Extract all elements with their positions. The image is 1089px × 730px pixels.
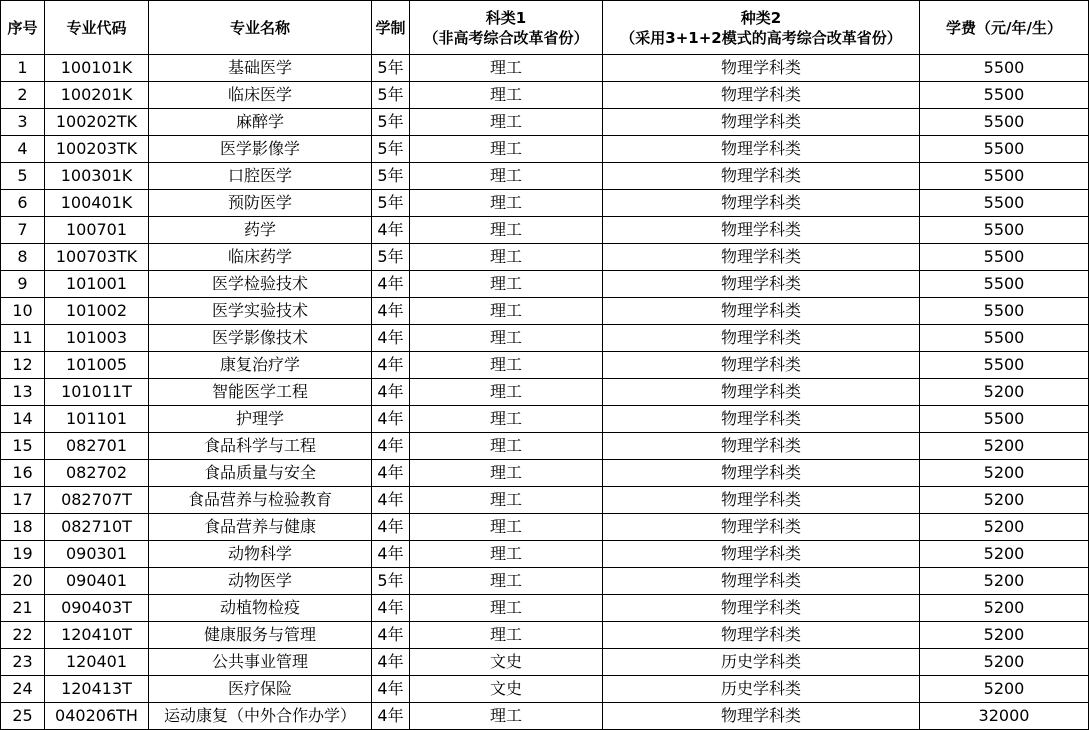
cell-name: 医学检验技术 [149,271,372,298]
cell-name: 药学 [149,217,372,244]
cell-fee: 5500 [920,109,1089,136]
cell-code: 101011T [45,379,149,406]
cell-category-1: 理工 [410,541,603,568]
cell-code: 120410T [45,622,149,649]
cell-code: 101002 [45,298,149,325]
table-row [1,271,1089,298]
cell-index: 2 [1,82,45,109]
cell-duration: 5年 [372,163,410,190]
cell-index: 25 [1,703,45,730]
cell-index: 12 [1,352,45,379]
table-row [1,217,1089,244]
cell-name: 运动康复（中外合作办学） [149,703,372,730]
cell-fee: 5200 [920,460,1089,487]
cell-category-2: 物理学科类 [603,244,920,271]
header-row [1,1,1089,55]
cell-code: 101001 [45,271,149,298]
cell-duration: 5年 [372,55,410,82]
cell-code: 101005 [45,352,149,379]
cell-code: 082701 [45,433,149,460]
cell-code: 120413T [45,676,149,703]
table-row [1,82,1089,109]
header-name: 专业名称 [149,1,372,55]
cell-index: 13 [1,379,45,406]
cell-index: 9 [1,271,45,298]
table-row [1,541,1089,568]
header-fee: 学费（元/年/生） [920,1,1089,55]
table-row [1,460,1089,487]
cell-index: 21 [1,595,45,622]
cell-category-1: 理工 [410,298,603,325]
cell-duration: 5年 [372,568,410,595]
cell-name: 医疗保险 [149,676,372,703]
cell-duration: 4年 [372,622,410,649]
cell-index: 5 [1,163,45,190]
cell-duration: 4年 [372,298,410,325]
cell-name: 临床医学 [149,82,372,109]
cell-name: 医学影像技术 [149,325,372,352]
table-row [1,595,1089,622]
cell-category-1: 理工 [410,595,603,622]
cell-fee: 5500 [920,163,1089,190]
cell-name: 健康服务与管理 [149,622,372,649]
cell-name: 护理学 [149,406,372,433]
cell-category-1: 理工 [410,136,603,163]
cell-code: 040206TH [45,703,149,730]
cell-category-2: 历史学科类 [603,649,920,676]
cell-fee: 5500 [920,190,1089,217]
table-row [1,568,1089,595]
cell-duration: 4年 [372,325,410,352]
cell-fee: 5500 [920,55,1089,82]
cell-fee: 5500 [920,406,1089,433]
cell-category-1: 理工 [410,352,603,379]
cell-code: 100701 [45,217,149,244]
cell-duration: 4年 [372,433,410,460]
table-row [1,190,1089,217]
table-row [1,163,1089,190]
cell-name: 食品质量与安全 [149,460,372,487]
cell-fee: 5500 [920,352,1089,379]
cell-category-2: 物理学科类 [603,433,920,460]
cell-fee: 5500 [920,271,1089,298]
cell-category-2: 物理学科类 [603,109,920,136]
cell-code: 082702 [45,460,149,487]
cell-index: 22 [1,622,45,649]
cell-code: 100203TK [45,136,149,163]
cell-category-1: 理工 [410,379,603,406]
cell-category-2: 物理学科类 [603,325,920,352]
cell-code: 101101 [45,406,149,433]
cell-category-1: 理工 [410,244,603,271]
cell-category-1: 理工 [410,406,603,433]
cell-fee: 5500 [920,298,1089,325]
cell-duration: 4年 [372,649,410,676]
cell-fee: 5500 [920,244,1089,271]
cell-name: 公共事业管理 [149,649,372,676]
table-row [1,487,1089,514]
table-row [1,703,1089,730]
cell-fee: 5500 [920,82,1089,109]
cell-category-2: 物理学科类 [603,541,920,568]
cell-index: 23 [1,649,45,676]
cell-category-2: 物理学科类 [603,217,920,244]
cell-category-2: 物理学科类 [603,136,920,163]
cell-category-2: 物理学科类 [603,595,920,622]
table-row [1,406,1089,433]
cell-fee: 5200 [920,379,1089,406]
header-duration: 学制 [372,1,410,55]
table-row [1,55,1089,82]
cell-duration: 4年 [372,406,410,433]
cell-category-2: 物理学科类 [603,703,920,730]
cell-name: 食品科学与工程 [149,433,372,460]
cell-fee: 5200 [920,595,1089,622]
cell-duration: 4年 [372,217,410,244]
cell-category-1: 理工 [410,82,603,109]
table-row [1,433,1089,460]
cell-code: 101003 [45,325,149,352]
cell-duration: 4年 [372,514,410,541]
cell-name: 动物科学 [149,541,372,568]
cell-code: 100202TK [45,109,149,136]
cell-code: 100301K [45,163,149,190]
cell-category-1: 理工 [410,190,603,217]
cell-fee: 5200 [920,622,1089,649]
cell-index: 8 [1,244,45,271]
cell-fee: 5500 [920,136,1089,163]
table-row [1,298,1089,325]
cell-index: 4 [1,136,45,163]
cell-duration: 4年 [372,379,410,406]
cell-index: 10 [1,298,45,325]
cell-category-2: 物理学科类 [603,271,920,298]
cell-category-2: 物理学科类 [603,352,920,379]
cell-name: 康复治疗学 [149,352,372,379]
cell-fee: 5200 [920,433,1089,460]
cell-name: 麻醉学 [149,109,372,136]
table-row [1,379,1089,406]
cell-fee: 5200 [920,568,1089,595]
header-index: 序号 [1,1,45,55]
table-row [1,649,1089,676]
cell-name: 医学影像学 [149,136,372,163]
cell-category-2: 物理学科类 [603,298,920,325]
cell-index: 18 [1,514,45,541]
table-row [1,109,1089,136]
cell-duration: 4年 [372,487,410,514]
cell-duration: 5年 [372,136,410,163]
cell-category-1: 理工 [410,460,603,487]
header-code: 专业代码 [45,1,149,55]
cell-index: 14 [1,406,45,433]
cell-index: 1 [1,55,45,82]
cell-category-2: 物理学科类 [603,568,920,595]
cell-duration: 4年 [372,460,410,487]
cell-code: 100201K [45,82,149,109]
cell-name: 口腔医学 [149,163,372,190]
cell-category-1: 理工 [410,433,603,460]
header-category-1 [410,1,603,55]
cell-category-1: 理工 [410,703,603,730]
cell-duration: 5年 [372,190,410,217]
cell-category-2: 物理学科类 [603,406,920,433]
table-row [1,352,1089,379]
cell-name: 食品营养与检验教育 [149,487,372,514]
cell-duration: 4年 [372,271,410,298]
cell-category-2: 物理学科类 [603,55,920,82]
cell-name: 预防医学 [149,190,372,217]
cell-index: 3 [1,109,45,136]
table-row [1,244,1089,271]
cell-duration: 5年 [372,82,410,109]
header-category-2 [603,1,920,55]
cell-code: 082707T [45,487,149,514]
cell-name: 动植物检疫 [149,595,372,622]
cell-category-1: 理工 [410,217,603,244]
cell-index: 11 [1,325,45,352]
header-category-1-title: 科类1 [485,8,527,27]
cell-fee: 5500 [920,217,1089,244]
cell-fee: 5200 [920,514,1089,541]
cell-index: 20 [1,568,45,595]
table-row [1,325,1089,352]
cell-category-2: 历史学科类 [603,676,920,703]
cell-duration: 5年 [372,109,410,136]
header-category-1-note: （非高考综合改革省份） [423,28,589,47]
cell-index: 24 [1,676,45,703]
cell-name: 动物医学 [149,568,372,595]
cell-duration: 4年 [372,676,410,703]
cell-index: 19 [1,541,45,568]
cell-category-1: 理工 [410,487,603,514]
cell-name: 食品营养与健康 [149,514,372,541]
cell-category-1: 文史 [410,676,603,703]
cell-category-1: 理工 [410,568,603,595]
cell-code: 120401 [45,649,149,676]
cell-fee: 5200 [920,487,1089,514]
cell-category-2: 物理学科类 [603,514,920,541]
cell-category-1: 理工 [410,163,603,190]
cell-code: 090403T [45,595,149,622]
table-row [1,514,1089,541]
cell-duration: 4年 [372,352,410,379]
cell-code: 100401K [45,190,149,217]
cell-category-2: 物理学科类 [603,190,920,217]
cell-code: 100101K [45,55,149,82]
header-category-2-note: （采用3+1+2模式的高考综合改革省份） [620,28,902,47]
cell-duration: 4年 [372,703,410,730]
cell-code: 100703TK [45,244,149,271]
cell-category-1: 文史 [410,649,603,676]
cell-name: 医学实验技术 [149,298,372,325]
cell-category-2: 物理学科类 [603,487,920,514]
cell-duration: 4年 [372,541,410,568]
cell-category-2: 物理学科类 [603,622,920,649]
cell-name: 基础医学 [149,55,372,82]
cell-fee: 5500 [920,325,1089,352]
header-category-2-title: 种类2 [740,8,782,27]
cell-index: 7 [1,217,45,244]
cell-name: 智能医学工程 [149,379,372,406]
cell-category-1: 理工 [410,514,603,541]
cell-index: 17 [1,487,45,514]
cell-name: 临床药学 [149,244,372,271]
cell-category-2: 物理学科类 [603,379,920,406]
cell-fee: 5200 [920,649,1089,676]
cell-index: 16 [1,460,45,487]
cell-duration: 4年 [372,595,410,622]
table-row [1,136,1089,163]
cell-category-1: 理工 [410,325,603,352]
cell-category-2: 物理学科类 [603,163,920,190]
cell-index: 6 [1,190,45,217]
cell-category-2: 物理学科类 [603,82,920,109]
table-row [1,622,1089,649]
cell-index: 15 [1,433,45,460]
table-row [1,676,1089,703]
cell-fee: 5200 [920,541,1089,568]
cell-category-1: 理工 [410,622,603,649]
cell-code: 090301 [45,541,149,568]
cell-category-1: 理工 [410,271,603,298]
cell-fee: 5200 [920,676,1089,703]
cell-code: 090401 [45,568,149,595]
cell-category-1: 理工 [410,55,603,82]
cell-category-2: 物理学科类 [603,460,920,487]
cell-code: 082710T [45,514,149,541]
table-body [1,55,1089,730]
cell-fee: 32000 [920,703,1089,730]
cell-category-1: 理工 [410,109,603,136]
cell-duration: 5年 [372,244,410,271]
